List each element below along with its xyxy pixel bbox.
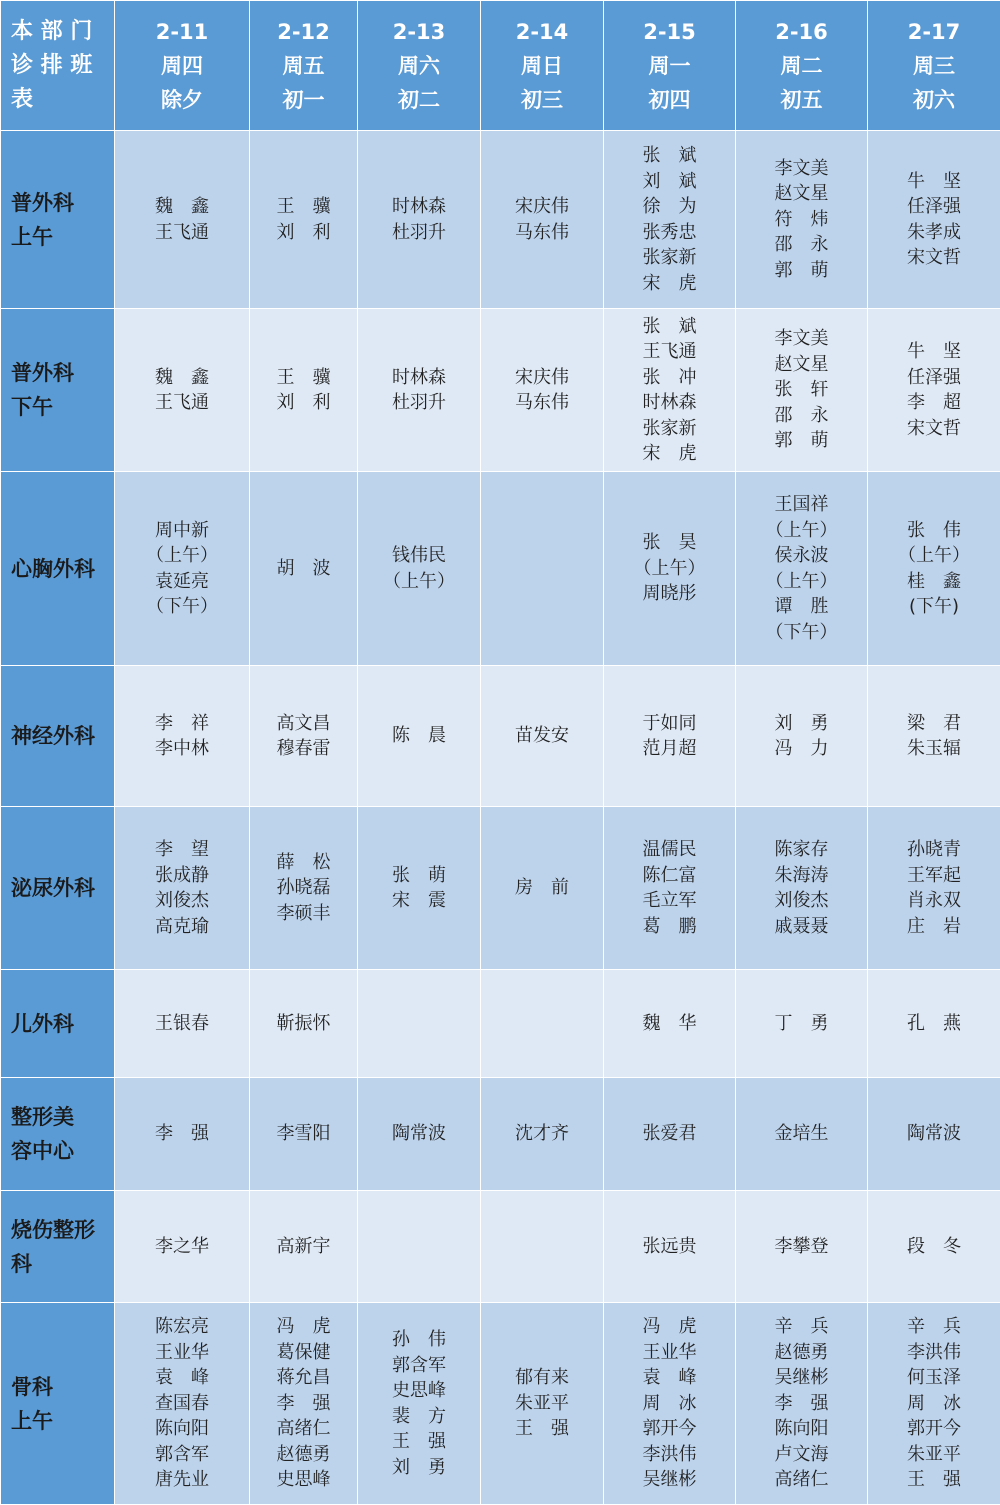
doctor-name: 王银春 [115,1011,249,1037]
doctor-name: 史思峰 [250,1467,357,1493]
doctor-name: 梁 君 [868,711,1000,737]
doctor-name: 李 强 [115,1121,249,1147]
department-label-line: 整形美 [11,1100,114,1134]
schedule-cell [604,970,736,1078]
schedule-cell [868,1303,1000,1505]
schedule-cell [481,1191,604,1303]
doctor-name: 房 前 [481,875,603,901]
doctor-name: 庄 岩 [868,914,1000,940]
doctor-name: （上午） [868,543,1000,569]
department-row [1,131,1000,309]
doctor-name: 袁延亮 [115,569,249,595]
department-label-line: 下午 [11,390,114,424]
day-weekday: 周二 [736,49,867,83]
doctor-name: 刘 勇 [736,711,867,737]
doctor-name: 朱亚平 [481,1391,603,1417]
schedule-cell [358,1303,481,1505]
department-label [1,472,115,666]
department-label-line: 普外科 [11,356,114,390]
doctor-name: 赵文星 [736,181,867,207]
doctor-name: 桂 鑫 [868,569,1000,595]
day-weekday: 周三 [868,49,1000,83]
schedule-cell [250,1303,358,1505]
doctor-name: 沈才齐 [481,1121,603,1147]
schedule-cell [358,1078,481,1191]
schedule-cell [115,1191,250,1303]
department-label [1,1078,115,1191]
doctor-name: 孙晓青 [868,837,1000,863]
doctor-name: 张 萌 [358,863,480,889]
doctor-name: 于如同 [604,711,735,737]
schedule-cell [736,807,868,970]
doctor-name: 王 骥 [250,365,357,391]
day-weekday: 周六 [358,49,480,83]
department-label-line: 骨科 [11,1370,114,1404]
day-lunar: 初一 [250,83,357,117]
schedule-cell [115,1078,250,1191]
schedule-cell [604,131,736,309]
doctor-name: 钱伟民 [358,543,480,569]
doctor-name: 冯 虎 [250,1314,357,1340]
doctor-name: 陈家存 [736,837,867,863]
doctor-name: 苗发安 [481,723,603,749]
department-row [1,1078,1000,1191]
doctor-name: 陈宏亮 [115,1314,249,1340]
doctor-name: 郭含军 [115,1442,249,1468]
doctor-name: 刘俊杰 [115,888,249,914]
department-label-line: 泌尿外科 [11,871,114,905]
department-label-line: 容中心 [11,1134,114,1168]
schedule-cell [250,1191,358,1303]
doctor-name: 毛立军 [604,888,735,914]
schedule-cell [604,807,736,970]
doctor-name: 刘 利 [250,390,357,416]
day-header-2-15 [604,1,736,131]
day-date: 2-16 [736,15,867,49]
doctor-name: 吴继彬 [604,1467,735,1493]
doctor-name: 刘 斌 [604,169,735,195]
doctor-name: 魏 鑫 [115,365,249,391]
doctor-name: 张家新 [604,245,735,271]
doctor-name: 郭 萌 [736,428,867,454]
schedule-cell [736,472,868,666]
schedule-cell [481,472,604,666]
schedule-cell [481,131,604,309]
doctor-name: 肖永双 [868,888,1000,914]
doctor-name: 朱海涛 [736,863,867,889]
day-weekday: 周五 [250,49,357,83]
schedule-cell [481,666,604,807]
day-lunar: 初二 [358,83,480,117]
doctor-name: 金培生 [736,1121,867,1147]
doctor-name: 王 强 [481,1416,603,1442]
doctor-name: 刘 勇 [358,1455,480,1481]
day-date: 2-11 [115,15,249,49]
doctor-name: 李雪阳 [250,1121,357,1147]
schedule-cell [604,666,736,807]
doctor-name: 薛 松 [250,850,357,876]
doctor-name: 张 斌 [604,143,735,169]
doctor-name: 时林森 [358,365,480,391]
schedule-cell [358,131,481,309]
doctor-name: 丁 勇 [736,1011,867,1037]
doctor-name: 袁 峰 [604,1365,735,1391]
schedule-cell [481,970,604,1078]
doctor-name: 时林森 [604,390,735,416]
doctor-name: 张远贵 [604,1234,735,1260]
doctor-name: （上午） [358,569,480,595]
department-label-line: 上午 [11,1404,114,1438]
day-header-2-17 [868,1,1000,131]
doctor-name: 靳振怀 [250,1011,357,1037]
doctor-name: （上午） [736,569,867,595]
doctor-name: 裴 方 [358,1404,480,1430]
schedule-cell [736,666,868,807]
schedule-cell [358,1191,481,1303]
schedule-cell [868,309,1000,472]
schedule-cell [358,309,481,472]
doctor-name: （下午） [736,620,867,646]
doctor-name: 陶常波 [868,1121,1000,1147]
doctor-name: 何玉泽 [868,1365,1000,1391]
doctor-name: 吴继彬 [736,1365,867,1391]
schedule-cell [250,131,358,309]
schedule-cell [481,1078,604,1191]
department-label [1,666,115,807]
doctor-name: 温儒民 [604,837,735,863]
doctor-name: 宋文哲 [868,416,1000,442]
day-lunar: 除夕 [115,83,249,117]
doctor-name: 孙 伟 [358,1327,480,1353]
schedule-cell [358,807,481,970]
corner-title-line-1: 本 部 门 [11,15,114,49]
doctor-name: 李 望 [115,837,249,863]
doctor-name: 张 伟 [868,518,1000,544]
doctor-name: 陈 晨 [358,723,480,749]
schedule-cell [736,1078,868,1191]
schedule-cell [868,807,1000,970]
doctor-name: 周晓彤 [604,581,735,607]
doctor-name: 宋庆伟 [481,194,603,220]
doctor-name: 周 冰 [868,1391,1000,1417]
department-label [1,309,115,472]
doctor-name: （上午） [604,556,735,582]
schedule-cell [868,1191,1000,1303]
doctor-name: 侯永波 [736,543,867,569]
doctor-name: 魏 鑫 [115,194,249,220]
day-date: 2-13 [358,15,480,49]
doctor-name: 任泽强 [868,194,1000,220]
doctor-name: 杜羽升 [358,390,480,416]
day-header-2-14 [481,1,604,131]
doctor-name: 宋文哲 [868,245,1000,271]
doctor-name: 任泽强 [868,365,1000,391]
schedule-cell [250,1078,358,1191]
doctor-name: 牛 坚 [868,169,1000,195]
schedule-cell [115,309,250,472]
doctor-name: 李文美 [736,156,867,182]
day-date: 2-17 [868,15,1000,49]
schedule-cell [604,1303,736,1505]
doctor-name: (下午) [868,594,1000,620]
corner-title-line-3: 表 [11,83,114,117]
schedule-cell [481,807,604,970]
schedule-cell [115,472,250,666]
doctor-name: 蒋允昌 [250,1365,357,1391]
doctor-name: 朱亚平 [868,1442,1000,1468]
day-lunar: 初三 [481,83,603,117]
doctor-name: 张秀忠 [604,220,735,246]
doctor-name: 张 昊 [604,530,735,556]
doctor-name: 宋 虎 [604,271,735,297]
doctor-name: 王飞通 [115,220,249,246]
doctor-name: 陈向阳 [115,1416,249,1442]
schedule-cell [358,472,481,666]
doctor-name: 辛 兵 [868,1314,1000,1340]
schedule-cell [358,970,481,1078]
doctor-name: 段 冬 [868,1234,1000,1260]
department-row [1,1191,1000,1303]
day-weekday: 周四 [115,49,249,83]
doctor-name: 王业华 [115,1340,249,1366]
doctor-name: 王 强 [358,1429,480,1455]
department-label-line: 神经外科 [11,719,114,753]
doctor-name: 王 骥 [250,194,357,220]
doctor-name: 陈向阳 [736,1416,867,1442]
doctor-name: 符 炜 [736,207,867,233]
department-label-line: 心胸外科 [11,552,114,586]
doctor-name: 王飞通 [115,390,249,416]
doctor-name: 范月超 [604,736,735,762]
doctor-name: 王飞通 [604,339,735,365]
department-row [1,309,1000,472]
doctor-name: 张 斌 [604,314,735,340]
doctor-name: 魏 华 [604,1011,735,1037]
doctor-name: 刘俊杰 [736,888,867,914]
department-label [1,1191,115,1303]
doctor-name: 郭开今 [868,1416,1000,1442]
doctor-name: 赵文星 [736,352,867,378]
department-label-line: 科 [11,1247,114,1281]
day-header-2-11 [115,1,250,131]
doctor-name: 宋 虎 [604,441,735,467]
day-date: 2-15 [604,15,735,49]
doctor-name: 冯 力 [736,736,867,762]
schedule-cell [736,1303,868,1505]
day-weekday: 周一 [604,49,735,83]
day-header-2-12 [250,1,358,131]
schedule-cell [115,1303,250,1505]
department-row [1,970,1000,1078]
day-header-2-13 [358,1,481,131]
doctor-name: 赵德勇 [736,1340,867,1366]
corner-title-line-2: 诊 排 班 [11,49,114,83]
department-label [1,807,115,970]
schedule-cell [736,970,868,1078]
schedule-cell [868,666,1000,807]
schedule-cell [736,131,868,309]
doctor-name: （上午） [115,543,249,569]
doctor-name: 高克瑜 [115,914,249,940]
department-row [1,666,1000,807]
schedule-cell [736,1191,868,1303]
schedule-cell [868,1078,1000,1191]
schedule-cell [250,472,358,666]
schedule-cell [250,309,358,472]
doctor-name: 袁 峰 [115,1365,249,1391]
doctor-name: 辛 兵 [736,1314,867,1340]
doctor-name: 查国春 [115,1391,249,1417]
doctor-name: 邵 永 [736,232,867,258]
doctor-name: 高新宇 [250,1234,357,1260]
schedule-cell [604,1078,736,1191]
doctor-name: （下午） [115,594,249,620]
day-lunar: 初六 [868,83,1000,117]
schedule-cell [115,807,250,970]
doctor-name: 徐 为 [604,194,735,220]
day-lunar: 初五 [736,83,867,117]
department-label [1,970,115,1078]
schedule-cell [604,1191,736,1303]
doctor-name: 谭 胜 [736,594,867,620]
doctor-name: 戚聂聂 [736,914,867,940]
doctor-name: 卢文海 [736,1442,867,1468]
doctor-name: 孔 燕 [868,1011,1000,1037]
doctor-name: 李攀登 [736,1234,867,1260]
day-weekday: 周日 [481,49,603,83]
doctor-name: 杜羽升 [358,220,480,246]
doctor-name: 邵 永 [736,403,867,429]
doctor-name: 陶常波 [358,1121,480,1147]
doctor-name: 赵德勇 [250,1442,357,1468]
department-row [1,472,1000,666]
doctor-name: 马东伟 [481,390,603,416]
doctor-name: 王军起 [868,863,1000,889]
doctor-name: 葛 鹏 [604,914,735,940]
doctor-name: 张家新 [604,416,735,442]
doctor-name: 郭 萌 [736,258,867,284]
doctor-name: （上午） [736,518,867,544]
doctor-name: 王 强 [868,1467,1000,1493]
doctor-name: 李洪伟 [868,1340,1000,1366]
doctor-name: 葛保健 [250,1340,357,1366]
header-row [1,1,1000,131]
department-row [1,1303,1000,1505]
doctor-name: 王业华 [604,1340,735,1366]
schedule-cell [736,309,868,472]
doctor-name: 时林森 [358,194,480,220]
schedule-cell [250,807,358,970]
day-date: 2-14 [481,15,603,49]
day-header-2-16 [736,1,868,131]
doctor-name: 张 冲 [604,365,735,391]
corner-title [1,1,115,131]
department-label-line: 儿外科 [11,1007,114,1041]
doctor-name: 马东伟 [481,220,603,246]
doctor-name: 王国祥 [736,492,867,518]
doctor-name: 李之华 [115,1234,249,1260]
schedule-cell [481,309,604,472]
doctor-name: 高绪仁 [250,1416,357,1442]
doctor-name: 刘 利 [250,220,357,246]
schedule-cell [250,970,358,1078]
doctor-name: 李文美 [736,326,867,352]
schedule-cell [868,970,1000,1078]
doctor-name: 张爱君 [604,1121,735,1147]
doctor-name: 胡 波 [250,556,357,582]
doctor-name: 张 轩 [736,377,867,403]
doctor-name: 牛 坚 [868,339,1000,365]
schedule-cell [115,131,250,309]
doctor-name: 宋 震 [358,888,480,914]
day-date: 2-12 [250,15,357,49]
doctor-name: 穆春雷 [250,736,357,762]
doctor-name: 郭开今 [604,1416,735,1442]
doctor-name: 李 祥 [115,711,249,737]
schedule-cell [604,309,736,472]
doctor-name: 张成静 [115,863,249,889]
schedule-cell [481,1303,604,1505]
doctor-name: 史思峰 [358,1378,480,1404]
schedule-cell [358,666,481,807]
doctor-name: 孙晓磊 [250,875,357,901]
doctor-name: 李中林 [115,736,249,762]
doctor-name: 李 超 [868,390,1000,416]
doctor-name: 李洪伟 [604,1442,735,1468]
doctor-name: 高绪仁 [736,1467,867,1493]
schedule-cell [868,472,1000,666]
schedule-cell [115,970,250,1078]
department-label-line: 烧伤整形 [11,1213,114,1247]
department-label-line: 上午 [11,220,114,254]
doctor-name: 朱孝成 [868,220,1000,246]
doctor-name: 李 强 [250,1391,357,1417]
doctor-name: 李硕丰 [250,901,357,927]
doctor-name: 陈仁富 [604,863,735,889]
department-label [1,131,115,309]
doctor-name: 高文昌 [250,711,357,737]
doctor-name: 唐先业 [115,1467,249,1493]
doctor-name: 周中新 [115,518,249,544]
schedule-cell [115,666,250,807]
department-label [1,1303,115,1505]
schedule-cell [868,131,1000,309]
doctor-name: 郭含军 [358,1353,480,1379]
day-lunar: 初四 [604,83,735,117]
department-row [1,807,1000,970]
doctor-name: 冯 虎 [604,1314,735,1340]
doctor-name: 郁有来 [481,1365,603,1391]
schedule-cell [604,472,736,666]
schedule-cell [250,666,358,807]
doctor-name: 朱玉辐 [868,736,1000,762]
department-label-line: 普外科 [11,186,114,220]
doctor-name: 周 冰 [604,1391,735,1417]
doctor-name: 宋庆伟 [481,365,603,391]
doctor-name: 李 强 [736,1391,867,1417]
